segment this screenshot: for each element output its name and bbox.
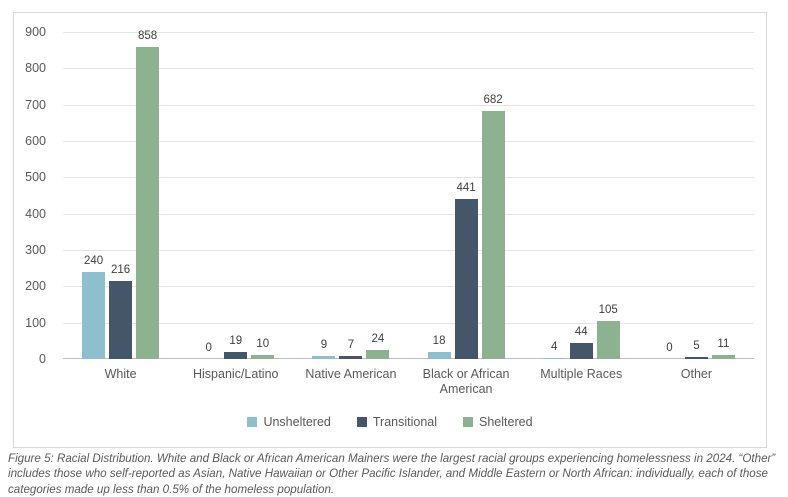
legend [14, 415, 766, 429]
legend-item [247, 415, 330, 429]
bar [339, 356, 362, 359]
bar [109, 281, 132, 359]
category-label: Native American [305, 367, 397, 381]
bar-value-label: 441 [456, 182, 476, 194]
bar [251, 355, 274, 359]
category-label: Hispanic/Latino [193, 367, 279, 381]
legend-swatch-icon [463, 417, 473, 427]
bar-value-label: 7 [347, 339, 355, 351]
y-axis-tick-label: 100 [25, 316, 46, 330]
plot-area [25, 25, 754, 396]
bar-value-label: 19 [229, 335, 243, 347]
bar [482, 111, 505, 359]
category-label: Multiple Races [540, 367, 623, 381]
bar [543, 358, 566, 359]
y-axis-tick-label: 700 [25, 98, 46, 112]
category-label: Black or African American [422, 367, 510, 396]
bar [224, 352, 247, 359]
bar [570, 343, 593, 359]
bar-value-label: 9 [320, 339, 328, 351]
bar [312, 356, 335, 359]
bar-value-label: 10 [256, 338, 270, 350]
y-axis-tick-label: 600 [25, 134, 46, 148]
bar-value-label: 4 [551, 341, 558, 353]
bar-value-label: 0 [205, 342, 212, 354]
bar-value-label: 682 [483, 94, 503, 106]
category-group [178, 32, 293, 381]
figure-caption: Figure 5: Racial Distribution. White and Black or African American Mainers were the largest racial groups experiencing homelessness in 2024. “Other” includes those who self-reported as Asian, Native Hawaiian or Other Pacific Islander, and Middle Eastern or North African: individually, each of those categories made up less than 0.5% of the homeless population. [8, 452, 776, 496]
category-group [524, 32, 639, 381]
bar [366, 350, 389, 359]
category-group [293, 32, 408, 381]
legend-swatch-icon [247, 417, 257, 427]
bar-value-label: 44 [574, 326, 588, 338]
legend-item [357, 415, 437, 429]
bar-value-label: 11 [717, 338, 730, 350]
category-group [409, 32, 524, 396]
y-axis-tick-label: 500 [25, 170, 46, 184]
bar-value-label: 0 [666, 342, 673, 354]
y-axis-tick-label: 400 [25, 207, 46, 221]
bar [685, 357, 708, 359]
bar-value-label: 105 [598, 304, 618, 316]
category-group [63, 30, 178, 381]
bar-value-label: 240 [83, 255, 104, 267]
bar-value-label: 216 [110, 264, 131, 276]
y-axis-tick-label: 0 [39, 352, 46, 366]
legend-label: Transitional [372, 415, 438, 429]
bar [82, 272, 105, 359]
bar [712, 355, 735, 359]
legend-item [463, 415, 533, 429]
legend-label: Unsheltered [263, 415, 331, 429]
bar [597, 321, 620, 359]
bar [136, 47, 159, 359]
y-axis-tick-label: 300 [25, 243, 46, 257]
legend-swatch-icon [357, 417, 367, 427]
bar-value-label: 858 [137, 30, 158, 42]
y-axis-tick-label: 800 [25, 61, 46, 75]
bar [455, 199, 478, 359]
bar-value-label: 18 [432, 335, 446, 347]
y-axis-tick-label: 900 [25, 25, 46, 39]
bar-value-label: 24 [371, 333, 385, 345]
chart-frame [13, 12, 767, 448]
y-axis-tick-label: 200 [25, 279, 46, 293]
category-group [639, 32, 754, 381]
category-label: White [104, 367, 137, 381]
category-label: Other [680, 367, 713, 381]
bar [428, 352, 451, 359]
legend-label: Sheltered [479, 415, 533, 429]
bar-value-label: 5 [693, 340, 700, 352]
